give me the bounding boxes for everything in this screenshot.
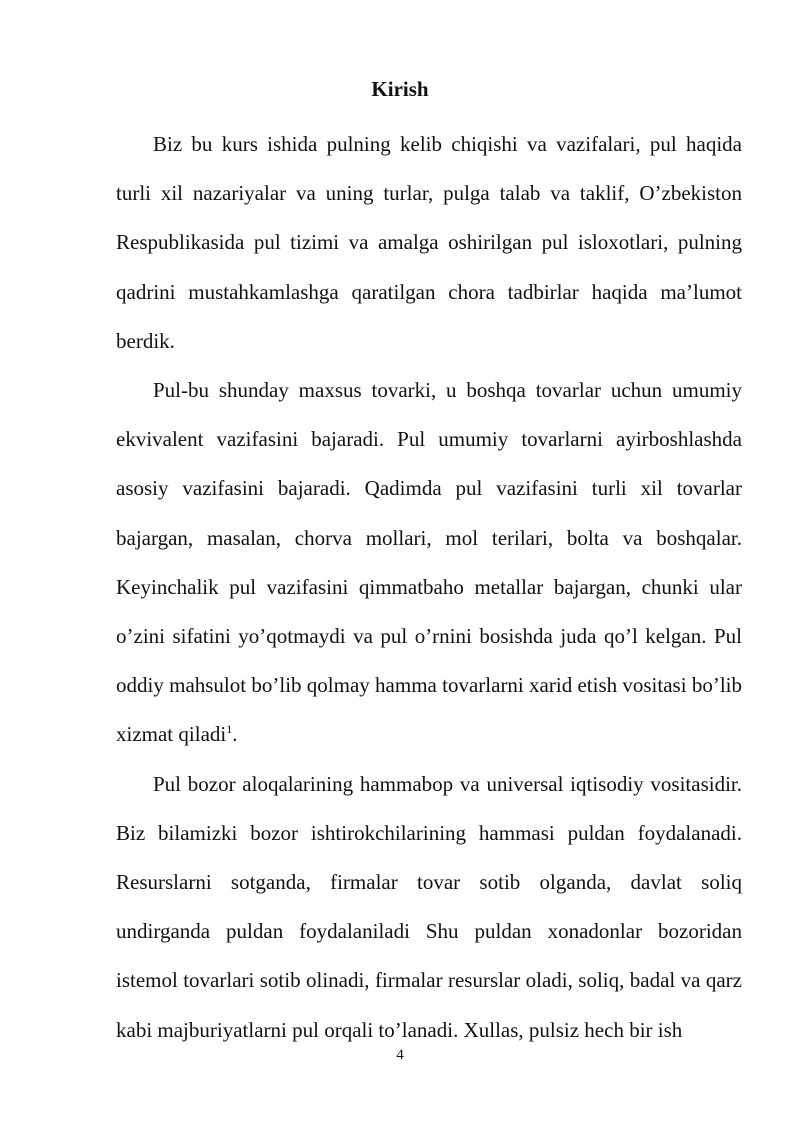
- paragraph-end-punctuation: .: [232, 722, 238, 747]
- paragraph-market-money: Pul bozor aloqalarining hammabop va universal iqtisodiy vositasidir. Biz bilamizki bozor ishtirokchilarining hammasi puldan foydalanadi. Resurslarni sotganda, firmalar tovar sotib olganda, davlat soliq undirganda puldan foydalaniladi Shu puldan xonadonlar bozoridan istemol tovarlari sotib olinadi, firmalar resurslar oladi, soliq, badal va qarz kabi majburiyatlarni pul orqali to’lanadi. Xullas, pulsiz hech bir ish: [116, 771, 742, 1042]
- paragraph-intro: Biz bu kurs ishida pulning kelib chiqishi va vazifalari, pul haqida turli xil nazariyalar va uning turlar, pulga talab va taklif, O’zbekiston Respublikasida pul tizimi va amalga oshirilgan pul isloxotlari, pulning qadrini mustahkamlashga qaratilgan chora tadbirlar haqida ma’lumot berdik.: [116, 132, 742, 353]
- body-text: [116, 120, 742, 1055]
- paragraph-money-definition: [116, 366, 742, 760]
- footnote-reference[interactable]: 1: [226, 722, 233, 737]
- page-number: 4: [396, 1047, 404, 1063]
- paragraph-text: Pul-bu shunday maxsus tovarki, u boshqa tovarlar uchun umumiy ekvivalent vazifasini bajaradi. Pul umumiy tovarlarni ayirboshlashda asosiy vazifasini bajaradi. Qadimda pul vazifasini turli xil tovarlar bajargan, masalan, chorva mollari, mol terilari, bolta va boshqalar. Keyinchalik pul vazifasini qimmatbaho metallar bajargan, chunki ular o’zini sifatini yo’qotmaydi va pul o’rnini bosishda juda qo’l kelgan. Pul oddiy mahsulot bo’lib qolmay hamma tovarlarni xarid etish vositasi bo’lib xizmat qiladi: [116, 378, 742, 747]
- page-title: Kirish: [371, 77, 429, 101]
